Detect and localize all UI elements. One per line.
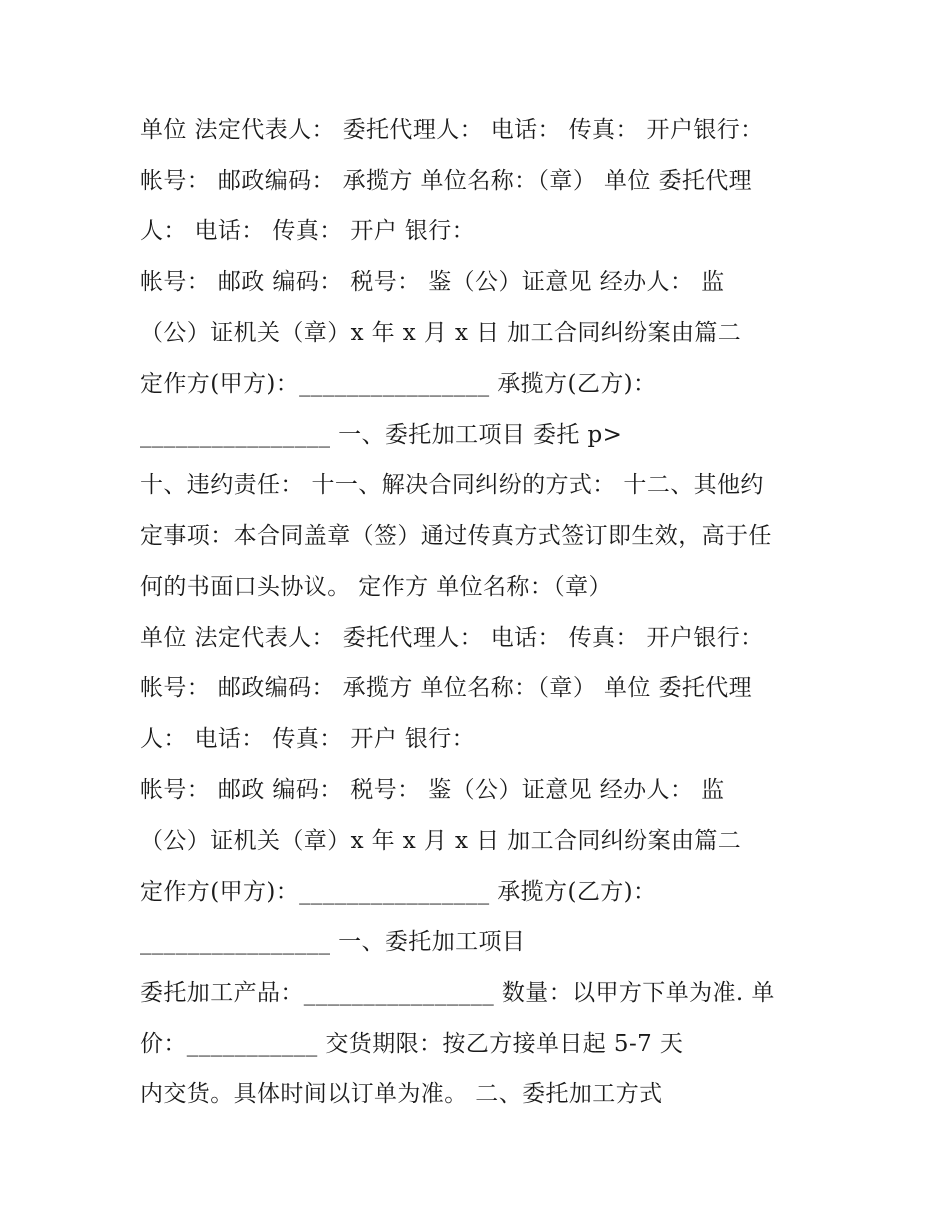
text-line: 帐号： 邮政 编码： 税号： 鉴（公）证意见 经办人： 监 — [140, 269, 725, 295]
text-line: ________________ 一、委托加工项目 — [140, 929, 526, 955]
text-line: 定事项：本合同盖章（签）通过传真方式签订即生效，高于任 — [140, 523, 772, 549]
text-line: 人： 电话： 传真： 开户 银行： — [140, 218, 476, 244]
text-line: 单位 法定代表人： 委托代理人： 电话： 传真： 开户银行： — [140, 625, 764, 651]
text-line: ________________ 一、委托加工项目 委托 p> — [140, 422, 623, 448]
text-line: 人： 电话： 传真： 开户 银行： — [140, 726, 476, 752]
text-line: 单位 法定代表人： 委托代理人： 电话： 传真： 开户银行： — [140, 117, 764, 143]
text-line: （公）证机关（章）x 年 x 月 x 日 加工合同纠纷案由篇二 — [140, 828, 742, 854]
text-line: 定作方(甲方)：________________ 承揽方(乙方)： — [140, 371, 657, 397]
text-line: 委托加工产品：________________ 数量：以甲方下单为准. 单 — [140, 980, 775, 1006]
text-line: 何的书面口头协议。 定作方 单位名称：（章） — [140, 574, 612, 600]
text-line: 内交货。具体时间以订单为准。 二、委托加工方式 — [140, 1081, 663, 1107]
text-line: 帐号： 邮政 编码： 税号： 鉴（公）证意见 经办人： 监 — [140, 777, 725, 803]
text-line: （公）证机关（章）x 年 x 月 x 日 加工合同纠纷案由篇二 — [140, 320, 742, 346]
text-line: 十、违约责任： 十一、解决合同纠纷的方式： 十二、其他约 — [140, 472, 764, 498]
text-line: 帐号： 邮政编码： 承揽方 单位名称：（章） 单位 委托代理 — [140, 168, 753, 194]
text-line: 帐号： 邮政编码： 承揽方 单位名称：（章） 单位 委托代理 — [140, 675, 753, 701]
text-line: 价：___________ 交货期限：按乙方接单日起 5-7 天 — [140, 1031, 684, 1057]
text-line: 定作方(甲方)：________________ 承揽方(乙方)： — [140, 879, 657, 905]
